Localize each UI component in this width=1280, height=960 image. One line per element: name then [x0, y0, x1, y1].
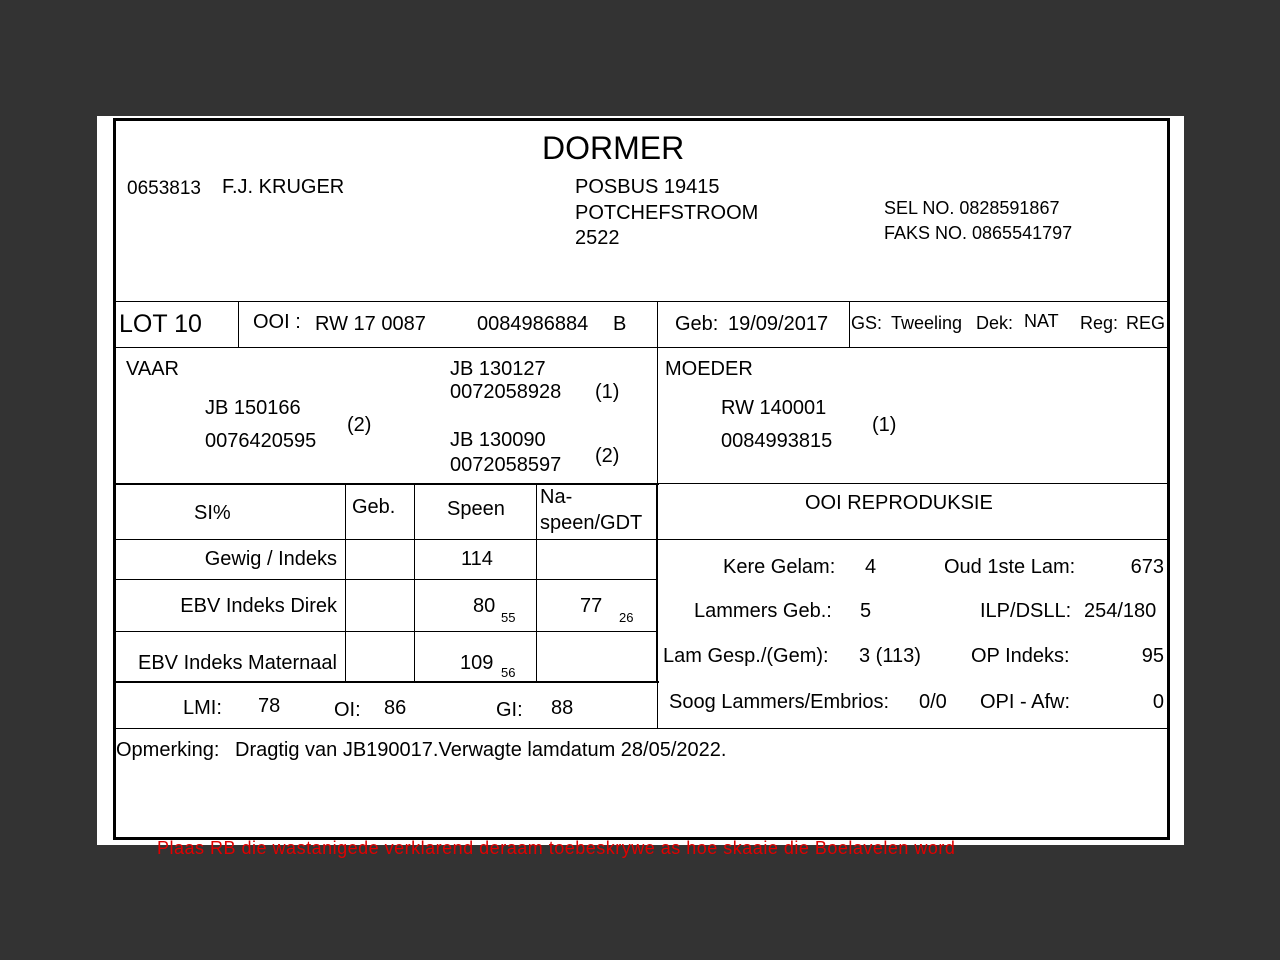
sire-label: VAAR — [126, 358, 179, 380]
col-si-header: SI% — [194, 502, 231, 524]
reg-value: REG — [1126, 313, 1166, 333]
lambs-born-value: 5 — [860, 600, 872, 622]
footer-note: Plaas RB die wastanigede verklarend deraam toebeskrywe as hoe skaaie die Boelavelen word — [157, 838, 956, 858]
row-naspeen: 77 — [580, 595, 603, 617]
row-label: EBV Indeks Maternaal — [138, 652, 337, 674]
lambs-weaned-label: Lam Gesp./(Gem): — [663, 645, 829, 667]
reg-label: Reg: — [1080, 313, 1119, 333]
lambs-born-label: Lammers Geb.: — [694, 600, 832, 622]
op-index-value: 95 — [1141, 645, 1164, 667]
lot-number: LOT 10 — [119, 310, 202, 338]
dam-registration: 0084993815 — [721, 430, 833, 452]
address-line-1: POSBUS 19415 — [575, 176, 720, 198]
age-first-lamb-value: 673 — [1130, 556, 1164, 578]
row-label: Gewig / Indeks — [204, 548, 337, 570]
gi-value: 88 — [551, 697, 574, 719]
fax-number: FAKS NO. 0865541797 — [884, 223, 1073, 243]
col-geb-header: Geb. — [352, 496, 396, 518]
ewe-class: B — [613, 313, 627, 335]
sire-mark: (2) — [347, 414, 372, 436]
owner-name: F.J. KRUGER — [222, 176, 345, 198]
times-lambed-value: 4 — [865, 556, 877, 578]
oi-value: 86 — [384, 697, 407, 719]
remarks-text: Dragtig van JB190017.Verwagte lamdatum 28/05/2022. — [235, 739, 727, 761]
col-speen-header: Speen — [447, 498, 505, 520]
lmi-value: 78 — [258, 695, 281, 717]
age-first-lamb-label: Oud 1ste Lam: — [944, 556, 1076, 578]
opi-label: OPI - Afw: — [980, 691, 1071, 713]
ewe-label: OOI : — [253, 311, 301, 333]
gs-value: Tweeling — [891, 313, 963, 333]
catalogue-sheet — [97, 116, 1184, 858]
col-naspeen-header-2: speen/GDT — [540, 512, 643, 534]
cell-number: SEL NO. 0828591867 — [884, 198, 1060, 218]
ilp-label: ILP/DSLL: — [980, 600, 1072, 622]
op-index-label: OP Indeks: — [971, 645, 1070, 667]
member-number: 0653813 — [127, 178, 201, 199]
address-line-2: POTCHEFSTROOM — [575, 202, 759, 224]
address-line-3: 2522 — [575, 227, 620, 249]
gs-label: GS: — [851, 313, 883, 333]
sire-dam-registration: 0072058597 — [450, 454, 562, 476]
row-speen: 109 — [460, 652, 494, 674]
dam-mark: (1) — [872, 414, 897, 436]
lambs-weaned-value: 3 (113) — [859, 645, 921, 667]
sire-sire-id: JB 130127 — [450, 358, 546, 380]
dek-value: NAT — [1024, 311, 1059, 331]
dam-label: MOEDER — [665, 358, 753, 380]
birth-label: Geb: — [675, 313, 719, 335]
sire-sire-registration: 0072058928 — [450, 381, 562, 403]
ewe-registration: 0084986884 — [477, 313, 589, 335]
gi-label: GI: — [496, 699, 523, 721]
dam-id: RW 140001 — [721, 397, 827, 419]
sire-id: JB 150166 — [205, 397, 301, 419]
sire-dam-id: JB 130090 — [450, 429, 546, 451]
ewe-id: RW 17 0087 — [315, 313, 426, 335]
lot-card — [113, 118, 1170, 840]
row-speen: 80 — [473, 595, 496, 617]
dek-label: Dek: — [976, 313, 1014, 333]
suckled-value: 0/0 — [919, 691, 947, 713]
suckled-label: Soog Lammers/Embrios: — [669, 691, 890, 713]
opi-value: 0 — [1152, 691, 1164, 713]
ilp-value: 254/180 — [1084, 600, 1157, 622]
times-lambed-label: Kere Gelam: — [723, 556, 836, 578]
col-naspeen-header-1: Na- — [540, 486, 573, 508]
row-naspeen-accuracy: 26 — [619, 610, 634, 625]
row-speen: 114 — [461, 548, 493, 570]
row-speen-accuracy: 55 — [501, 610, 516, 625]
row-speen-accuracy: 56 — [501, 665, 516, 680]
oi-label: OI: — [334, 699, 361, 721]
birth-date: 19/09/2017 — [728, 313, 829, 335]
sire-dam-mark: (2) — [595, 445, 620, 467]
sire-sire-mark: (1) — [595, 381, 620, 403]
row-label: EBV Indeks Direk — [180, 595, 337, 617]
lmi-label: LMI: — [183, 697, 222, 719]
sire-registration: 0076420595 — [205, 430, 317, 452]
reproduction-title: OOI REPRODUKSIE — [805, 492, 993, 514]
breed-title: DORMER — [542, 130, 685, 166]
remarks-label: Opmerking: — [116, 739, 220, 761]
